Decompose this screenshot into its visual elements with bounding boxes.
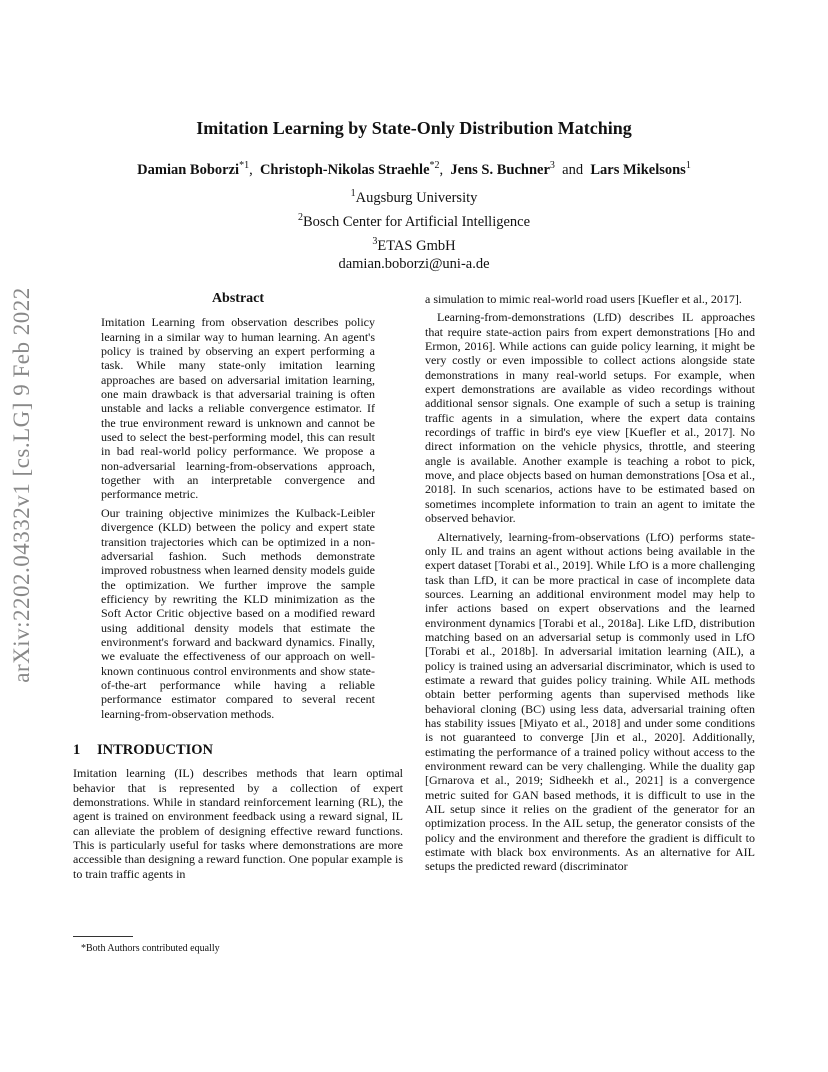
arxiv-stamp	[2, 287, 42, 683]
abstract-paragraph: Imitation Learning from observation describes policy learning in a similar way to human learning. An agent's policy is trained by observing an expert performing a task. While many state-only imitation learning approaches are based on adversarial imitation learning, one main drawback is that adversarial training is often unstable and lacks a reliable convergence estimator. If the true environment reward is unknown and cannot be used to select the best-performing model, this can result in bad real-world policy performance. We propose a non-adversarial learning-from-observations approach, together with an interpretable convergence and performance metric.	[101, 315, 375, 502]
left-column	[73, 292, 403, 881]
paper-title: Imitation Learning by State-Only Distribution Matching	[196, 118, 632, 138]
arxiv-id: arXiv:2202.04332v1 [cs.LG] 9 Feb 2022	[9, 287, 34, 683]
author-list	[0, 160, 828, 179]
affiliation-text: Bosch Center for Artificial Intelligence	[302, 213, 531, 230]
affiliation	[0, 184, 828, 208]
author-sup: *2	[429, 160, 440, 171]
affiliation-text: Augsburg University	[355, 189, 478, 206]
affiliation	[0, 208, 828, 232]
author-name: Lars Mikelsons	[590, 161, 686, 178]
author-sup: 1	[685, 160, 691, 171]
email: damian.boborzi@uni-a.de	[338, 256, 490, 273]
footnote	[73, 936, 403, 954]
author-separator: ,	[439, 161, 444, 178]
abstract-heading: Abstract	[211, 291, 265, 306]
body-paragraph: Learning-from-demonstrations (LfD) describes IL approaches that require state-action pairs from expert demonstrations [Ho and Ermon, 2016]. While actions can guide policy learning, it might be very costly or even impossible to collect actions alongside state demonstrations in many real-world setups. For example, when expert demonstrations are available as video recordings without additional sensor signals. One example of such a setup is training traffic agents in a simulation, where the expert data contains recordings of traffic in bird's eye view [Kuefler et al., 2017]. No direct information on the vehicle physics, throttle, and steering angle is available. Another example is teaching a robot to pick, move, and place objects based on human demonstrations [Osa et al., 2018]. In such scenarios, actions have to be estimated based on sometimes incomplete information to train an agent to imitate the observed behavior.	[425, 310, 755, 526]
affiliation-text: ETAS GmbH	[377, 237, 456, 254]
author-and: and	[562, 161, 584, 178]
author-name: Damian Boborzi	[137, 161, 240, 178]
affiliation	[0, 232, 828, 256]
footnote-rule	[73, 936, 133, 937]
author-sup: 3	[549, 160, 555, 171]
author-name: Jens S. Buchner	[450, 161, 550, 178]
section-title: INTRODUCTION	[97, 741, 214, 758]
author-separator: ,	[249, 161, 253, 178]
affiliation-sup: 2	[297, 211, 303, 223]
section-number: 1	[73, 741, 81, 758]
body-paragraph: Alternatively, learning-from-observations (LfO) performs state-only IL and trains an agent without actions being available in the expert dataset [Torabi et al., 2019]. While LfO is a more challenging task than LfD, it can be more practical in case of incomplete data sources. Learning an additional environment model may help to infer actions based on expert observations and the learned environment dynamics [Torabi et al., 2018a]. Like LfD, distribution matching based on an adversarial setup is commonly used in LfO [Torabi et al., 2018b]. In adversarial imitation learning (AIL), a policy is trained using an adversarial discriminator, which is used to estimate a reward that guides policy training. While AIL methods obtain better performing agents than supervised methods like behavioral cloning (BC) using less data, adversarial training often has stability issues [Miyato et al., 2018] and under some conditions is not guaranteed to converge [Jin et al., 2020]. Additionally, estimating the performance of a trained policy without access to the environment reward can be very challenging. While the duality gap [Grnarova et al., 2019; Sidheekh et al., 2021] is a convergence metric suited for GAN based methods, it is difficult to use in the AIL setup since it relies on the gradient of the generator for an optimization process. In the AIL setup, the generator consists of the policy and the environment and therefore the gradient is difficult to estimate with black box environments. As an alternative for AIL setups the predicted reward (discriminator	[425, 529, 755, 874]
section-heading	[73, 743, 403, 757]
affiliation-sup: 1	[350, 188, 356, 199]
author-sup: *1	[239, 160, 250, 171]
abstract-body	[73, 315, 403, 721]
body-paragraph: Imitation learning (IL) describes methods that learn optimal behavior that is represented by a collection of expert demonstrations. While in standard reinforcement learning (RL), the agent is trained on environment feedback using a reward signal, IL can alleviate the problem of designing effective reward functions. This is particularly useful for tasks where demonstrations are more accessible than designing a reward function. One popular example is to train traffic agents in	[73, 766, 403, 881]
affiliation-sup: 3	[372, 235, 378, 247]
affiliations	[0, 184, 828, 274]
abstract-paragraph: Our training objective minimizes the Kulback-Leibler divergence (KLD) between the policy and expert state transition trajectories which can be optimized in a non-adversarial fashion. Such methods demonstrate improved robustness when learned density models guide the optimization. We further improve the sample efficiency by rewriting the KLD minimization as the Soft Actor Critic objective based on a modified reward using additional density models that estimate the environment's forward and backward dynamics. Finally, we evaluate the effectiveness of our approach on well-known continuous control environments and show state-of-the-art performance while having a reliable performance estimator compared to several recent learning-from-observation methods.	[101, 505, 375, 721]
author-name: Christoph-Nikolas Straehle	[259, 161, 430, 178]
footnote-text: *Both Authors contributed equally	[81, 943, 220, 954]
body-paragraph: a simulation to mimic real-world road users [Kuefler et al., 2017].	[425, 292, 742, 306]
right-column	[425, 292, 755, 874]
